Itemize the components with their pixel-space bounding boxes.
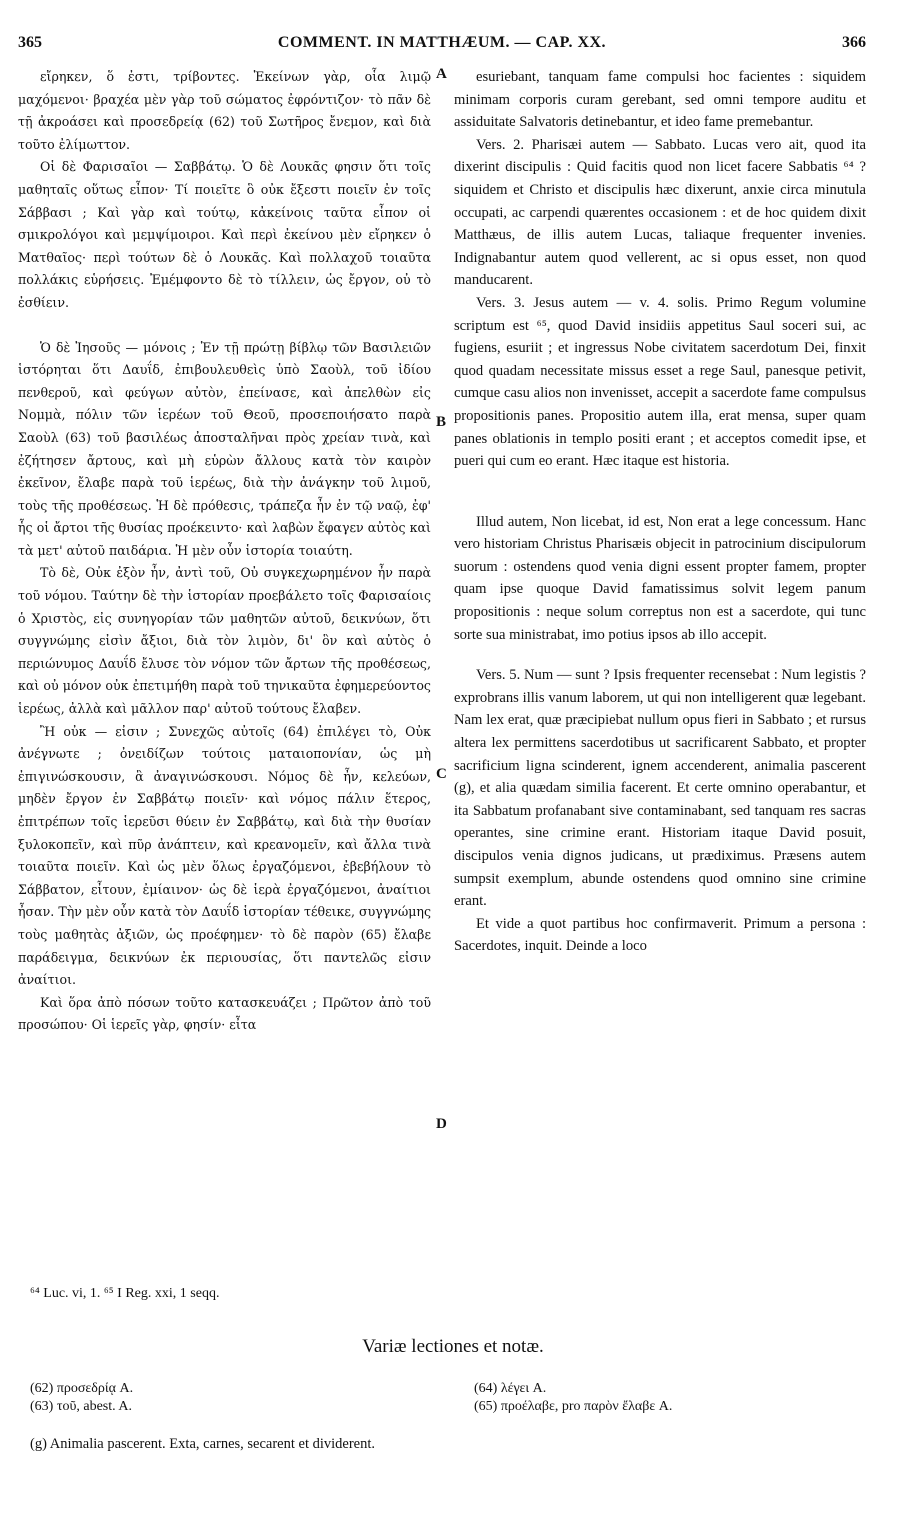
variant-item: (62) προσεδρίᾳ A.: [30, 1381, 134, 1396]
greek-paragraph: Ἢ οὐκ — εἰσιν ; Συνεχῶς αὐτοῖς (64) ἐπιλέγει τὸ, Οὐκ ἀνέγνωτε ; ὀνειδίζων τούτοις ματαιοπονίαν, ὡς μὴ ἐπιγινώσκουσιν, ἃ ἀναγινώσκουσι. Νόμος δὲ ἦν, κελεύων, μηδὲν ἔργον ἐν Σαββάτῳ ποιεῖν· καὶ νόμος πάλιν ἕτερος, ἐπιτρέπων τοῖς ἱερεῦσι θύειν ἐν Σαββάτῳ, καὶ διὰ τὴν θυσίαν ξυλοκοπεῖν, καὶ πῦρ ἀνάπτειν, καὶ κρεανομεῖν, καὶ ἄλλα τινὰ τοιαῦτα ποιεῖν. Καὶ ὡς μὲν ὅλως ἐργαζόμενοι, ἐβεβήλουν τὸ Σάββατον, εἶτουν, ἐμίαινον· ὡς δὲ ἱερὰ ἐργαζόμενοι, ἀναίτιοι ἦσαν. Τὴν μὲν οὖν κατὰ τὸν Δαυΐδ ἱστορίαν τέθεικε, συγγνώμης τοὺς μαθητὰς ἀξιῶν, ὡς προέφημεν· τὸ δὲ παρὸν (65) ἔλαβε παράδειγμα, δεικνύων ἐκ περιουσίας, ὅτι παντελῶς εἰσιν ἀναίτιοι.: [18, 723, 431, 988]
editorial-note: (g) Animalia pascerent. Exta, carnes, secarent et dividerent.: [30, 1436, 376, 1452]
variant-item: (64) λέγει A.: [474, 1381, 547, 1396]
greek-paragraph: Οἱ δὲ Φαρισαῖοι — Σαββάτῳ. Ὁ δὲ Λουκᾶς φησιν ὅτι τοῖς μαθηταῖς οὕτως εἶπον· Τί ποιεῖτε ὃ οὐκ ἔξεστι ποιεῖν ἐν τοῖς Σάββασι ; Καὶ γὰρ καὶ τούτῳ, κἀκείνοις ταῦτα εἶπον οἱ σμικρολόγοι καὶ μεμψίμοιροι. Καὶ περὶ ἐκείνου μὲν εἴρηκεν ὁ Ματθαῖος· περὶ τούτων δὲ ὁ Λουκᾶς. Καὶ πολλαχοῦ τοιαῦτα πολλάκις εὑρήσεις. Ἐμέμφοντο δὲ τὸ τίλλειν, ὡς ἔργον, οὐ τὸ ἐσθίειν.: [18, 159, 431, 310]
footnote: ⁶⁴ Luc. vi, 1. ⁶⁵ I Reg. xxi, 1 seqq.: [30, 1286, 220, 1301]
running-header: [18, 34, 866, 58]
page-number-left: 365: [18, 34, 42, 51]
latin-paragraph: Et vide a quot partibus hoc confirmaverit. Primum a persona : Sacerdotes, inquit. Deinde a loco: [454, 915, 866, 955]
variants-right: [474, 1380, 672, 1416]
latin-paragraph: Vers. 5. Num — sunt ? Ipsis frequenter recensebat : Num legistis ? exprobrans illis vanum laborem, ut qui non intelligerent quæ legebant. Nam lex erat, quæ præcipiebat nullum opus fieri in Sabbato ; et rursus altera lex permittens sacerdotibus ut sacrificarent Sabbato, et propter sacrificium ligna scinderent, ignem accenderent, animalia pascerent (g), et alia quædam similia facerent. Et certe omnino operabantur, et ita Sabbatum profanabant sive contaminabant, sed tanquam res sacras operantes, sine crimine erant. Historiam itaque David posuit, discipulos venia dignos judicans, ut prædiximus. Præsens autem sumpsit exemplum, abunde ostendens quod omnino sine crimine erant.: [454, 667, 866, 910]
latin-paragraph: Vers. 2. Pharisæi autem — Sabbato. Lucas vero ait, quod ita dixerint discipulis : Quid facitis quod non licet facere Sabbatis ⁶⁴ ? siquidem et Christo et discipulis hæc dixerunt, anxie circa minutula occupati, ac carpendi quærentes occasionem : et de hoc quidem dixit Matthæus, de illis autem Lucas, taliaque frequenter invenies. Indignabantur autem quod vellerent, ac si opus esset, non quod manducarent.: [454, 136, 866, 289]
margin-letter: A: [436, 66, 447, 82]
page-number-right: 366: [842, 34, 866, 51]
variants-left: [30, 1380, 133, 1416]
latin-paragraph: Illud autem, Non licebat, id est, Non erat a lege concessum. Hanc vero historiam Christus Pharisæis objecit in patrocinium discipulorum suorum : ostendens quod venia digni essent propter famem, propter quam ipse quoque David famatissimus solvit legem panum propositionis : neque solum correptus non est a sacerdote, qui tunc sorte sua ministrabat, imo potius ipsos ab illo accepit.: [454, 513, 866, 643]
running-title: COMMENT. IN MATTHÆUM. — CAP. XX.: [277, 34, 607, 51]
variant-item: (65) προέλαβε, pro παρὸν ἔλαβε A.: [474, 1399, 673, 1414]
greek-column: [18, 66, 431, 1037]
greek-paragraph: Καὶ ὅρα ἀπὸ πόσων τοῦτο κατασκευάζει ; Πρῶτον ἀπὸ τοῦ προσώπου· Οἱ ἱερεῖς γὰρ, φησίν· εἶτα: [18, 994, 431, 1033]
margin-letter: B: [436, 414, 447, 430]
greek-paragraph: Τὸ δὲ, Οὐκ ἐξὸν ἦν, ἀντὶ τοῦ, Οὐ συγκεχωρημένον ἦν παρὰ τοῦ νόμου. Ταύτην δὲ τὴν ἱστορίαν προεβάλετο τοῖς Φαρισαίοις ὁ Χριστὸς, εἰς συνηγορίαν τῶν μαθητῶν αὐτοῦ, δεικνύων, ὅτι συγγνώμης εἰσὶν ἄξιοι, διὰ τὸν λιμὸν, δι' ὃν καὶ αὐτὸς ὁ περιώνυμος Δαυΐδ ἔλυσε τὸν νόμον τῶν ἄρτων τῆς προθέσεως, καὶ οὐ μόνον οὐκ ἐπετιμήθη παρὰ τοῦ τηνικαῦτα ἐφημερεύοντος ἱερέως, ἀλλὰ καὶ μᾶλλον παρ' αὐτοῦ τούτους ἔλαβεν.: [18, 565, 431, 717]
greek-paragraph: εἴρηκεν, ὅ ἐστι, τρίβοντες. Ἐκείνων γὰρ, οἷα λιμῷ μαχόμενοι· βραχέα μὲν γὰρ τοῦ σώματος ἐφρόντιζον· τὸ πᾶν δὲ τῇ ἀκροάσει καὶ προσεδρείᾳ (62) τοῦ Σωτῆρος ἔνεμον, καὶ διὰ τοῦτο ἐλίμωττον.: [18, 69, 431, 152]
greek-paragraph: Ὁ δὲ Ἰησοῦς — μόνοις ; Ἐν τῇ πρώτῃ βίβλῳ τῶν Βασιλειῶν ἱστόρηται ὅτι Δαυΐδ, ἐπιβουλευθεὶς ὑπὸ Σαοὺλ, τοῦ ἰδίου πενθεροῦ, καὶ φεύγων αὐτὸν, ἐπείνασε, καὶ ἀπελθὼν εἰς Νομμὰ, πόλιν τῶν ἱερέων τοῦ Θεοῦ, προσεποιήσατο παρὰ Σαοὺλ (63) τοῦ βασιλέως ἀποσταλῆναι πρὸς χρείαν τινὰ, καὶ ἐζήτησεν ἄρτους, καὶ μὴ εὑρὼν ἄλλους κατὰ τὸν καιρὸν ἐκεῖνον, ἔλαβε παρὰ τοῦ ἱερέως, διὰ τὴν ἀνάγκην τοῦ λιμοῦ, τοὺς τῆς προθέσεως. Ἡ δὲ πρόθεσις, τράπεζα ἦν ἐν τῷ ναῷ, ἐφ' ἧς οἱ ἄρτοι τῆς θυσίας προέκειντο· καὶ λαβὼν ἔφαγεν αὐτὸς καὶ τὰ μετ' αὐτοῦ παιδάρια. Ἡ μὲν οὖν ἱστορία τοιαύτη.: [18, 339, 431, 558]
variants-title: Variæ lectiones et notæ.: [362, 1336, 544, 1357]
latin-paragraph: Vers. 3. Jesus autem — v. 4. solis. Primo Regum volumine scriptum est ⁶⁵, quod David insidiis appetitus Saul soceri sui, ac fugiens, esuriit ; et ingressus Nobe civitatem sacerdotum Dei, finxit quod quadam necessitate missus esset a rege Saul, panesque petivit, cumque casu alios non invenisset, accepit a sacerdote fame compulsus propositionis panes. Propositio autem illa, erat mensa, super quam panes oblationis in templo positi erant ; et acceptos comedit ipse, et pueri qui cum eo erant. Hæc itaque est historia.: [454, 294, 866, 470]
margin-letter: D: [436, 1116, 447, 1132]
latin-paragraph: esuriebant, tanquam fame compulsi hoc facientes : siquidem minimam corporis curam gerebant, sed omni tempore auditu et assiduitate Salvatoris detinebantur, et ideo fame premebantur.: [454, 69, 866, 131]
margin-letter: C: [436, 766, 447, 782]
latin-column: [454, 66, 866, 958]
variant-item: (63) τοῦ, abest. A.: [30, 1399, 132, 1414]
